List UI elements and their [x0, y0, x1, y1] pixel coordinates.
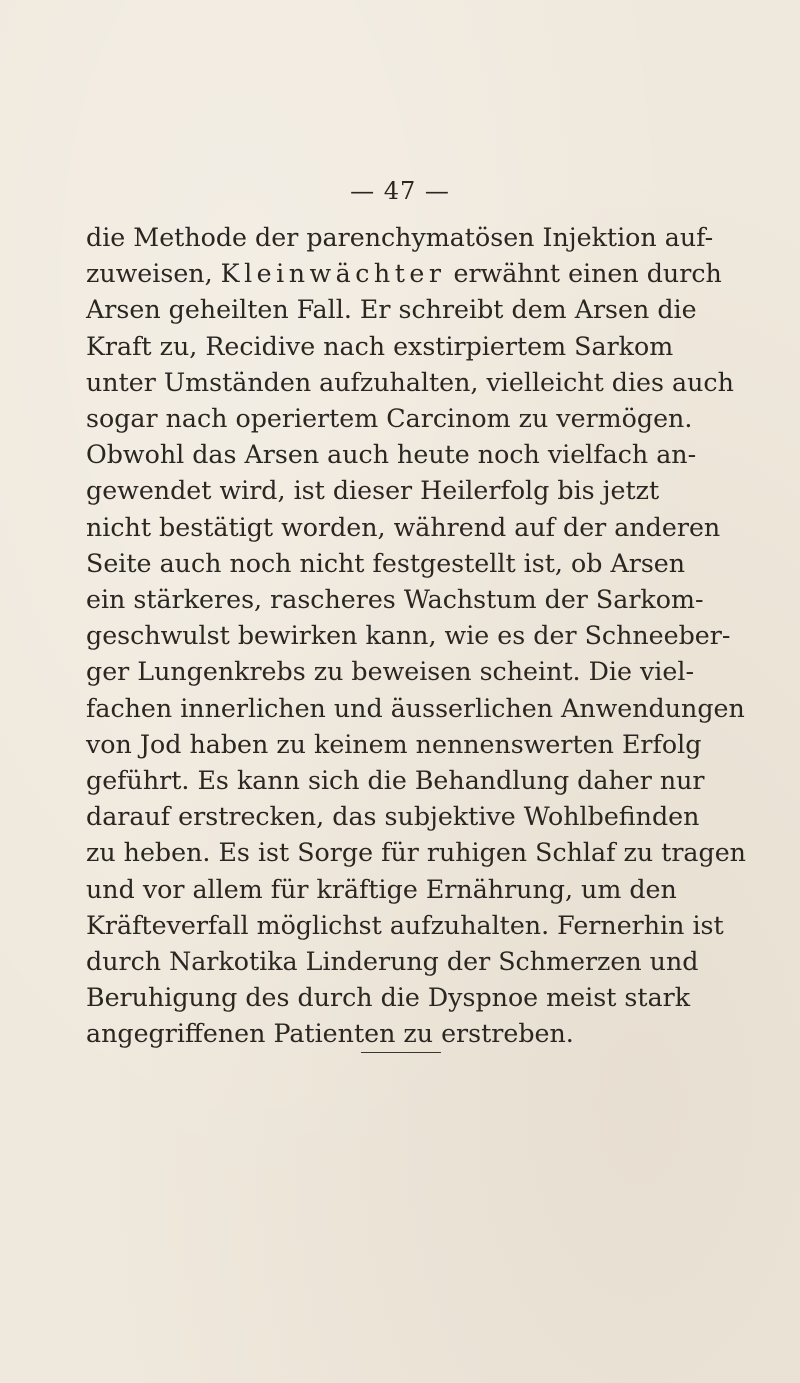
text-line: zu heben. Es ist Sorge für ruhigen Schlaf zu tragen: [86, 838, 746, 868]
text-line: angegriffenen Patienten zu erstreben.: [86, 1019, 574, 1049]
text-segment: zuweisen,: [86, 259, 221, 289]
text-segment: erwähnt einen durch: [445, 259, 722, 289]
text-line: die Methode der parenchymatösen Injektion auf-: [86, 223, 714, 252]
page-number: — 47 —: [350, 177, 450, 205]
text-line: Seite auch noch nicht festgestellt ist, ob Arsen: [86, 548, 686, 578]
text-line: [86, 256, 722, 292]
text-line: ein stärkeres, rascheres Wachstum der Sarkom-: [86, 585, 704, 615]
text-line: Obwohl das Arsen auch heute noch vielfach an-: [86, 440, 697, 470]
text-line: nicht bestätigt worden, während auf der anderen: [86, 512, 721, 542]
text-line: von Jod haben zu keinem nennenswerten Erfolg: [86, 729, 702, 759]
text-line: sogar nach operiertem Carcinom zu vermögen.: [86, 404, 693, 434]
text-line: Arsen geheilten Fall. Er schreibt dem Arsen die: [86, 295, 697, 325]
text-line: darauf erstrecken, das subjektive Wohlbefinden: [86, 802, 700, 832]
text-line: durch Narkotika Linderung der Schmerzen und: [86, 947, 699, 977]
author-name-spaced: Kleinwächter: [220, 259, 446, 289]
text-line: Kräfteverfall möglichst aufzuhalten. Fernerhin ist: [86, 910, 724, 940]
body-paragraph: [86, 220, 746, 1053]
section-divider-rule: [361, 1052, 441, 1053]
text-line: Beruhigung des durch die Dyspnoe meist stark: [86, 983, 691, 1013]
text-line: unter Umständen aufzuhalten, vielleicht dies auch: [86, 367, 734, 397]
text-line: gewendet wird, ist dieser Heilerfolg bis jetzt: [86, 476, 660, 506]
text-line: geschwulst bewirken kann, wie es der Schneeber-: [86, 621, 731, 651]
text-line: und vor allem für kräftige Ernährung, um den: [86, 874, 677, 904]
text-line: geführt. Es kann sich die Behandlung daher nur: [86, 766, 705, 796]
text-line: Kraft zu, Recidive nach exstirpiertem Sarkom: [86, 331, 674, 361]
text-line: fachen innerlichen und äusserlichen Anwendungen: [86, 693, 745, 723]
text-line: ger Lungenkrebs zu beweisen scheint. Die viel-: [86, 657, 694, 687]
